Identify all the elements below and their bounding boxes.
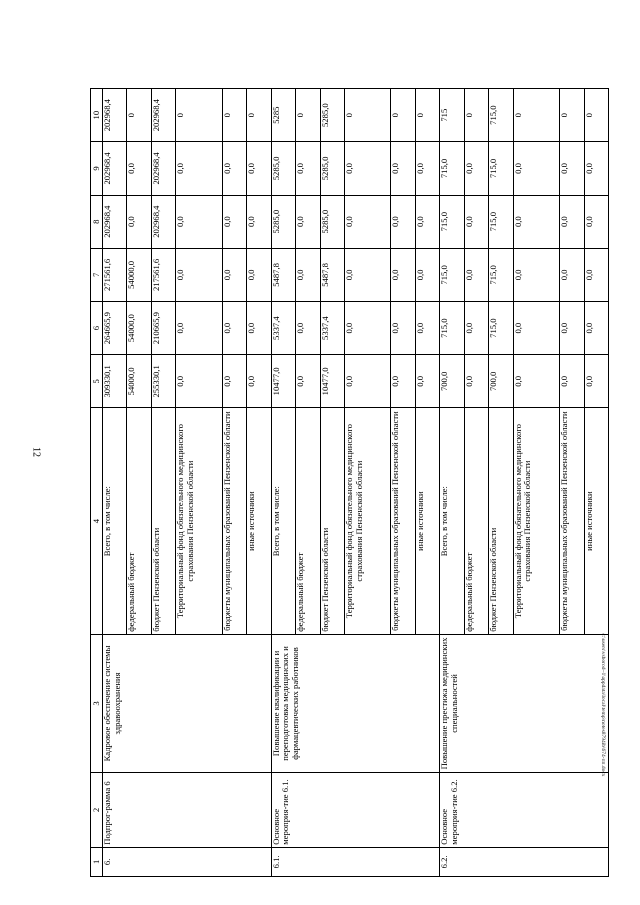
amount-cell: 0,0 [464, 142, 488, 195]
amount-cell: 715,0 [489, 142, 513, 195]
row-code: 6.1. [271, 847, 440, 876]
amount-cell: 5285,0 [320, 195, 344, 248]
row-code: 6. [103, 847, 272, 876]
amount-cell: 0,0 [464, 302, 488, 355]
row-type: Основное мероприя-тие 6.1. [271, 773, 440, 848]
amount-cell: 0,0 [296, 355, 320, 408]
amount-cell: 0,0 [222, 195, 246, 248]
amount-cell: 0,0 [513, 302, 560, 355]
funding-source: иные источники [415, 408, 439, 634]
amount-cell: 0 [247, 89, 271, 142]
amount-cell: 0,0 [560, 355, 584, 408]
funding-source: бюджет Пензенской области [320, 408, 344, 634]
amount-cell: 0,0 [415, 195, 439, 248]
amount-cell: 0,0 [344, 195, 391, 248]
header-cell: 4 [91, 408, 103, 634]
amount-cell: 0,0 [344, 248, 391, 301]
amount-cell: 0 [584, 89, 608, 142]
amount-cell: 715,0 [440, 302, 464, 355]
amount-cell: 0,0 [560, 248, 584, 301]
amount-cell: 0,0 [415, 355, 439, 408]
amount-cell: 5285 [271, 89, 295, 142]
amount-cell: 0,0 [247, 142, 271, 195]
amount-cell: 0,0 [344, 142, 391, 195]
amount-cell: 0,0 [247, 355, 271, 408]
amount-cell: 700,0 [440, 355, 464, 408]
amount-cell: 54000,0 [127, 302, 151, 355]
amount-cell: 309330,1 [103, 355, 127, 408]
amount-cell: 0,0 [584, 355, 608, 408]
row-name: Кадровое обеспечение системы здравоохранения [103, 634, 272, 772]
amount-cell: 0,0 [344, 355, 391, 408]
amount-cell: 0,0 [222, 302, 246, 355]
amount-cell: 5487,8 [320, 248, 344, 301]
funding-source: бюджеты муниципальных образований Пензенской области [391, 408, 415, 634]
funding-table [90, 88, 609, 877]
amount-cell: 0,0 [247, 195, 271, 248]
header-cell: 5 [91, 355, 103, 408]
amount-cell: 0,0 [513, 142, 560, 195]
amount-cell: 5337,4 [271, 302, 295, 355]
amount-cell: 10477,0 [271, 355, 295, 408]
amount-cell: 0,0 [391, 248, 415, 301]
header-cell: 3 [91, 634, 103, 772]
amount-cell: 0,0 [464, 248, 488, 301]
amount-cell: 0,0 [513, 355, 560, 408]
funding-source: бюджеты муниципальных образований Пензенской области [222, 408, 246, 634]
funding-source: Территориальный фонд обязательного медицинского страхования Пензенской области [176, 408, 223, 634]
amount-cell: 202968,4 [151, 89, 175, 142]
amount-cell: 0,0 [296, 248, 320, 301]
amount-cell: 202968,4 [103, 142, 127, 195]
amount-cell: 0,0 [222, 248, 246, 301]
header-cell: 1 [91, 847, 103, 876]
amount-cell: 715,0 [440, 195, 464, 248]
row-name: Повышение престижа медицинских специальностей [440, 634, 609, 772]
amount-cell: 0 [222, 89, 246, 142]
funding-source: иные источники [584, 408, 608, 634]
footer-file-path: c:\users\vsborod~1\appdata\local\temp\notes8794ib\674-пп.docx [600, 633, 606, 777]
funding-source: бюджеты муниципальных образований Пензенской области [560, 408, 584, 634]
amount-cell: 0,0 [247, 248, 271, 301]
funding-source: Территориальный фонд обязательного медицинского страхования Пензенской области [513, 408, 560, 634]
header-cell: 8 [91, 195, 103, 248]
amount-cell: 0,0 [415, 248, 439, 301]
header-cell: 6 [91, 302, 103, 355]
amount-cell: 0,0 [584, 302, 608, 355]
amount-cell: 5285,0 [320, 89, 344, 142]
amount-cell: 0,0 [391, 302, 415, 355]
amount-cell: 0,0 [584, 195, 608, 248]
amount-cell: 0,0 [127, 195, 151, 248]
amount-cell: 0,0 [391, 355, 415, 408]
amount-cell: 264665,9 [103, 302, 127, 355]
amount-cell: 202968,4 [103, 89, 127, 142]
amount-cell: 0,0 [560, 195, 584, 248]
amount-cell: 0 [344, 89, 391, 142]
amount-cell: 0 [391, 89, 415, 142]
table-row [440, 89, 464, 877]
amount-cell: 0,0 [584, 248, 608, 301]
amount-cell: 202968,4 [151, 142, 175, 195]
amount-cell: 255330,1 [151, 355, 175, 408]
amount-cell: 10477,0 [320, 355, 344, 408]
amount-cell: 0,0 [247, 302, 271, 355]
header-cell: 2 [91, 773, 103, 848]
amount-cell: 0,0 [176, 248, 223, 301]
funding-source: Всего, в том числе: [103, 408, 127, 634]
amount-cell: 0,0 [560, 142, 584, 195]
amount-cell: 5487,8 [271, 248, 295, 301]
amount-cell: 210665,9 [151, 302, 175, 355]
amount-cell: 0,0 [296, 302, 320, 355]
amount-cell: 0 [560, 89, 584, 142]
amount-cell: 54000,0 [127, 355, 151, 408]
amount-cell: 0 [176, 89, 223, 142]
amount-cell: 0 [415, 89, 439, 142]
amount-cell: 0 [464, 89, 488, 142]
amount-cell: 715,0 [489, 248, 513, 301]
amount-cell: 5337,4 [320, 302, 344, 355]
row-name: Повышение квалификации и переподготовка медицинских и фармацевтических работников [271, 634, 440, 772]
amount-cell: 0,0 [222, 355, 246, 408]
row-code: 6.2. [440, 847, 609, 876]
funding-source: федеральный бюджет [464, 408, 488, 634]
header-cell: 7 [91, 248, 103, 301]
table-row [103, 89, 127, 877]
amount-cell: 715 [440, 89, 464, 142]
funding-source: иные источники [247, 408, 271, 634]
amount-cell: 0 [296, 89, 320, 142]
funding-source: бюджет Пензенской области [489, 408, 513, 634]
amount-cell: 0,0 [391, 195, 415, 248]
funding-source: федеральный бюджет [296, 408, 320, 634]
row-type: Подпрог-рамма 6 [103, 773, 272, 848]
amount-cell: 0,0 [513, 248, 560, 301]
amount-cell: 715,0 [440, 248, 464, 301]
amount-cell: 217561,6 [151, 248, 175, 301]
amount-cell: 0,0 [176, 355, 223, 408]
amount-cell: 271561,6 [103, 248, 127, 301]
amount-cell: 715,0 [489, 89, 513, 142]
amount-cell: 715,0 [489, 195, 513, 248]
amount-cell: 0 [513, 89, 560, 142]
amount-cell: 54000,0 [127, 248, 151, 301]
amount-cell: 202968,4 [103, 195, 127, 248]
row-type: Основное мероприя-тие 6.2. [440, 773, 609, 848]
page-number: 12 [30, 447, 42, 457]
funding-source: Всего, в том числе: [271, 408, 295, 634]
rotated-table-container [90, 88, 609, 877]
amount-cell: 0,0 [560, 302, 584, 355]
amount-cell: 0,0 [513, 195, 560, 248]
amount-cell: 0,0 [222, 142, 246, 195]
amount-cell: 0,0 [127, 142, 151, 195]
header-cell: 9 [91, 142, 103, 195]
amount-cell: 0,0 [464, 355, 488, 408]
amount-cell: 5285,0 [271, 195, 295, 248]
amount-cell: 0,0 [296, 195, 320, 248]
amount-cell: 0,0 [296, 142, 320, 195]
amount-cell: 0,0 [176, 195, 223, 248]
amount-cell: 5285,0 [271, 142, 295, 195]
amount-cell: 202968,4 [151, 195, 175, 248]
funding-source: бюджет Пензенской области [151, 408, 175, 634]
funding-source: федеральный бюджет [127, 408, 151, 634]
table-row [271, 89, 295, 877]
amount-cell: 0,0 [415, 302, 439, 355]
amount-cell: 0,0 [344, 302, 391, 355]
funding-source: Всего, в том числе: [440, 408, 464, 634]
amount-cell: 0,0 [584, 142, 608, 195]
amount-cell: 0,0 [464, 195, 488, 248]
header-cell: 10 [91, 89, 103, 142]
amount-cell: 5285,0 [320, 142, 344, 195]
amount-cell: 0,0 [176, 142, 223, 195]
amount-cell: 0,0 [176, 302, 223, 355]
amount-cell: 0,0 [415, 142, 439, 195]
table-body [103, 89, 609, 877]
amount-cell: 715,0 [440, 142, 464, 195]
amount-cell: 700,0 [489, 355, 513, 408]
amount-cell: 0 [127, 89, 151, 142]
header-row [91, 89, 103, 877]
funding-source: Территориальный фонд обязательного медицинского страхования Пензенской области [344, 408, 391, 634]
amount-cell: 0,0 [391, 142, 415, 195]
amount-cell: 715,0 [489, 302, 513, 355]
